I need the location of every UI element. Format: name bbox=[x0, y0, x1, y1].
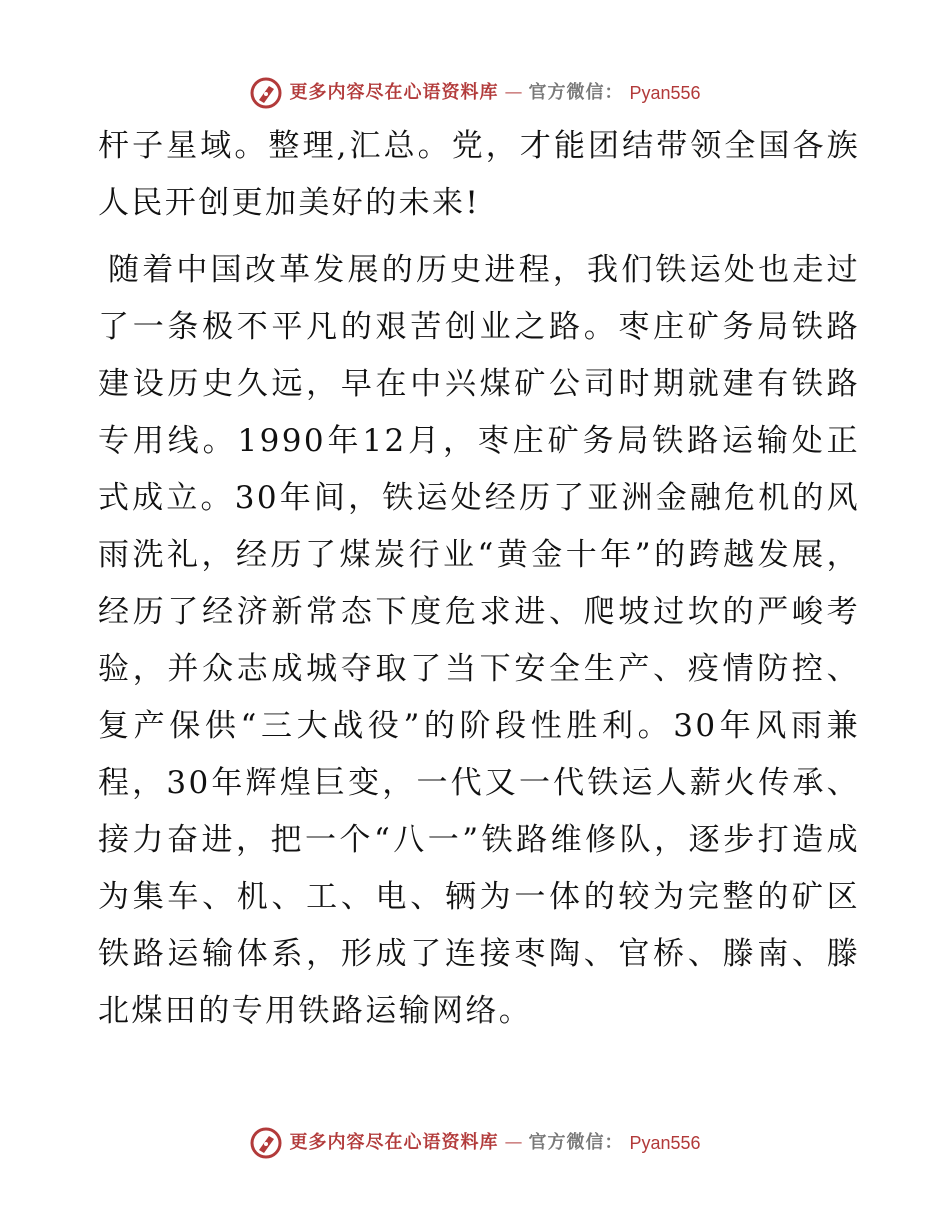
watermark-account: Pyan556 bbox=[629, 83, 701, 103]
watermark-header bbox=[0, 76, 950, 110]
pen-nib-circle-icon bbox=[249, 1126, 283, 1160]
watermark-separator: — bbox=[504, 82, 523, 103]
paragraph-2: 随着中国改革发展的历史进程，我们铁运处也走过了一条极不平凡的艰苦创业之路。枣庄矿务局铁路建设历史久远，早在中兴煤矿公司时期就建有铁路专用线。1990年12月，枣庄矿务局铁路运输处正式成立。30年间，铁运处经历了亚洲金融危机的风雨洗礼，经历了煤炭行业“黄金十年”的跨越发展，经历了经济新常态下度危求进、爬坡过坎的严峻考验，并众志成城夺取了当下安全生产、疫情防控、复产保供“三大战役”的阶段性胜利。30年风雨兼程，30年辉煌巨变，一代又一代铁运人薪火传承、接力奋进，把一个“八一”铁路维修队，逐步打造成为集车、机、工、电、辆为一体的较为完整的矿区铁路运输体系，形成了连接枣陶、官桥、滕南、滕北煤田的专用铁路运输网络。 bbox=[98, 252, 860, 1029]
pen-nib-circle-icon bbox=[249, 76, 283, 110]
document-body bbox=[98, 118, 860, 1040]
watermark-brand: 更多内容尽在心语资料库 bbox=[289, 82, 499, 103]
watermark-brand: 更多内容尽在心语资料库 bbox=[289, 1132, 499, 1153]
watermark-separator: — bbox=[504, 1132, 523, 1153]
paragraph-1: 杆子星域。整理,汇总。党，才能团结带领全国各族人民开创更加美好的未来! bbox=[98, 128, 860, 221]
watermark-footer bbox=[0, 1126, 950, 1160]
watermark-account: Pyan556 bbox=[629, 1133, 701, 1153]
watermark-label: 官方微信： bbox=[528, 82, 624, 103]
watermark-label: 官方微信： bbox=[528, 1132, 624, 1153]
